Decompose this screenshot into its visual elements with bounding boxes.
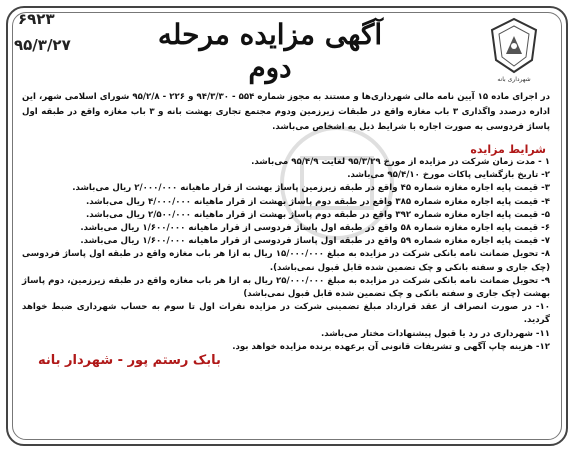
signature: بابک رستم پور - شهردار بانه (38, 353, 221, 368)
section-title: شرایط مزایده (470, 143, 546, 156)
list-item: ۱۱- شهرداری در رد یا قبول پیشنهادات مختار می‌باشد. (320, 328, 550, 339)
conditions-list (22, 156, 550, 354)
municipality-emblem-icon (488, 16, 540, 76)
list-item: ۸- تحویل ضمانت نامه بانکی شرکت در مزایده به مبلغ ۱۵/۰۰۰/۰۰۰ ریال به ازا هر باب مغازه واقع در طبقه اول پاساژ فردوسی (چک جاری و سفته بانکی و چک تضمین شده قابل قبول نمی‌باشد). (22, 249, 550, 273)
list-item: ۱۲- هزینه چاپ آگهی و تشریفات قانونی آن برعهده برنده مزایده خواهد بود. (232, 341, 550, 352)
ad-number: ۶۹۲۳ (18, 10, 55, 28)
list-item: ۷- قیمت پایه اجاره مغازه شماره ۵۹ واقع در طبقه اول پاساژ فردوسی از قرار ماهیانه ۱/۶۰۰/۰۰۰ ریال می‌باشد. (80, 236, 550, 247)
page-title: آگهی مزایده مرحله دوم (157, 18, 383, 84)
list-item: ۲- تاریخ بازگشایی پاکات مورخ ۹۵/۴/۱۰ می‌باشد. (347, 170, 550, 181)
list-item: ۱۰- در صورت انصراف از عقد قرارداد مبلغ تضمینی شرکت در مزایده نفرات اول تا سوم به حساب شهرداری ضبط خواهد گردید. (22, 302, 550, 326)
ad-date: ۹۵/۳/۲۷ (14, 36, 71, 54)
municipality-label: شهرداری بانه (497, 76, 531, 83)
list-item: ۱ - مدت زمان شرکت در مزایده از مورخ ۹۵/۳/۲۹ لغایت ۹۵/۴/۹ می‌باشد. (251, 157, 550, 167)
list-item: ۳- قیمت پایه اجاره مغازه شماره ۴۵ واقع در طبقه زیرزمین پاساژ بهشت از قرار ماهیانه ۲/۰۰۰/۰۰۰ ریال می‌باشد. (72, 183, 550, 194)
list-item: ۴- قیمت پایه اجاره مغازه شماره ۳۸۵ واقع در طبقه دوم پاساژ بهشت از قرار ماهیانه ۴/۰۰۰/۰۰۰ ریال می‌باشد. (85, 196, 550, 207)
list-item: ۶- قیمت پایه اجاره مغازه شماره ۵۸ واقع در طبقه اول پاساژ فردوسی از قرار ماهیانه ۱/۶۰۰/۰۰۰ ریال می‌باشد. (80, 223, 550, 234)
list-item: ۵- قیمت پایه اجاره مغازه شماره ۳۹۲ واقع در طبقه دوم پاساژ بهشت از قرار ماهیانه ۲/۵۰۰/۰۰۰ ریال می‌باشد. (85, 209, 550, 220)
intro-paragraph: در اجرای ماده ۱۵ آیین نامه مالی شهرداری‌ها و مستند به مجوز شماره ۵۵۴ - ۹۴/۳/۳۰ و ۲۲۶ - ۹۵/۲/۸ شورای اسلامی شهر، این اداره درصدد واگذاری ۳ باب مغازه واقع در طبقات زیرزمین ودوم مجتمع تجاری بهشت بانه و ۳ باب مغازه واقع در طبقه اول پاساژ فردوسی به صورت اجاره با شرایط ذیل به اشخاص می‌باشد. (22, 92, 551, 132)
list-item: ۹- تحویل ضمانت نامه بانکی شرکت در مزایده به مبلغ ۲۵/۰۰۰/۰۰۰ ریال به ازا هر باب مغازه واقع در طبقه زیرزمین، دوم پاساژ بهشت (چک جاری و سفته بانکی و چک تضمین شده قابل قبول نمی‌باشد) (22, 275, 550, 300)
